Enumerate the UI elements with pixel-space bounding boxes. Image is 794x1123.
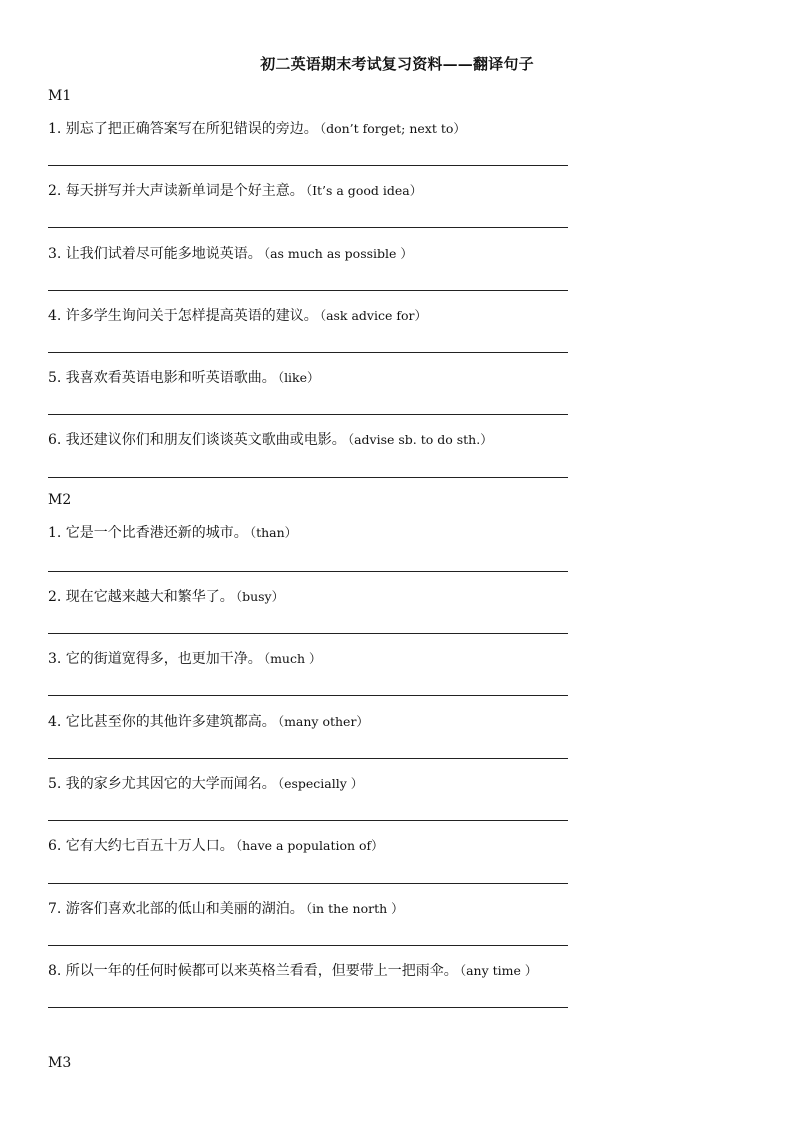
- question-hint: （ask advice for）: [319, 308, 427, 323]
- question-text: 6. 我还建议你们和朋友们谈谈英文歌曲或电影。: [48, 432, 346, 448]
- answer-line-m2-4[interactable]: [48, 758, 568, 759]
- question-m1-6: [48, 429, 493, 449]
- question-m2-7: [48, 898, 404, 918]
- answer-line-m1-2[interactable]: [48, 227, 568, 228]
- question-m2-3: [48, 648, 322, 668]
- question-hint: （much ）: [263, 651, 322, 666]
- question-hint: （busy）: [235, 589, 285, 604]
- question-text: 4. 它比甚至你的其他许多建筑都高。: [48, 714, 276, 730]
- question-text: 6. 它有大约七百五十万人口。: [48, 838, 234, 854]
- answer-line-m2-8[interactable]: [48, 1007, 568, 1008]
- question-m2-6: [48, 835, 384, 855]
- question-text: 2. 现在它越来越大和繁华了。: [48, 589, 234, 605]
- answer-line-m2-3[interactable]: [48, 695, 568, 696]
- answer-line-m1-5[interactable]: [48, 414, 568, 415]
- answer-line-m2-2[interactable]: [48, 633, 568, 634]
- answer-line-m2-1[interactable]: [48, 571, 568, 572]
- page-title: 初二英语期末考试复习资料——翻译句子: [260, 55, 534, 73]
- section-label-m1: M1: [48, 88, 72, 104]
- question-hint: （many other）: [277, 714, 369, 729]
- question-text: 8. 所以一年的任何时候都可以来英格兰看看，但要带上一把雨伞。: [48, 963, 458, 979]
- question-hint: （in the north ）: [305, 901, 404, 916]
- question-text: 3. 让我们试着尽可能多地说英语。: [48, 246, 262, 262]
- question-text: 2. 每天拼写并大声读新单词是个好主意。: [48, 183, 304, 199]
- question-text: 3. 它的街道宽得多，也更加干净。: [48, 651, 262, 667]
- question-m2-5: [48, 773, 363, 793]
- question-hint: （any time ）: [459, 963, 538, 978]
- question-m1-5: [48, 367, 320, 387]
- question-m1-1: [48, 118, 466, 138]
- question-hint: （like）: [277, 370, 320, 385]
- question-hint: （especially ）: [277, 776, 364, 791]
- question-m2-1: [48, 522, 297, 542]
- answer-line-m1-6[interactable]: [48, 477, 568, 478]
- question-hint: （than）: [249, 525, 298, 540]
- section-label-m2: M2: [48, 492, 72, 508]
- answer-line-m1-4[interactable]: [48, 352, 568, 353]
- question-hint: （It’s a good idea）: [305, 183, 423, 198]
- question-text: 5. 我喜欢看英语电影和听英语歌曲。: [48, 370, 276, 386]
- section-label-m3: M3: [48, 1055, 72, 1071]
- question-m1-3: [48, 243, 413, 263]
- question-m1-2: [48, 180, 422, 200]
- question-text: 7. 游客们喜欢北部的低山和美丽的湖泊。: [48, 901, 304, 917]
- question-text: 1. 别忘了把正确答案写在所犯错误的旁边。: [48, 121, 318, 137]
- answer-line-m2-5[interactable]: [48, 820, 568, 821]
- question-m2-8: [48, 960, 537, 980]
- question-hint: （as much as possible ）: [263, 246, 413, 261]
- question-m2-4: [48, 711, 369, 731]
- answer-line-m1-3[interactable]: [48, 290, 568, 291]
- question-hint: （don’t forget; next to）: [319, 121, 466, 136]
- answer-line-m1-1[interactable]: [48, 165, 568, 166]
- question-m1-4: [48, 305, 427, 325]
- question-hint: （advise sb. to do sth.）: [347, 432, 493, 447]
- question-text: 1. 它是一个比香港还新的城市。: [48, 525, 248, 541]
- answer-line-m2-6[interactable]: [48, 883, 568, 884]
- question-hint: （have a population of）: [235, 838, 384, 853]
- answer-line-m2-7[interactable]: [48, 945, 568, 946]
- question-text: 5. 我的家乡尤其因它的大学而闻名。: [48, 776, 276, 792]
- question-text: 4. 许多学生询问关于怎样提高英语的建议。: [48, 308, 318, 324]
- question-m2-2: [48, 586, 284, 606]
